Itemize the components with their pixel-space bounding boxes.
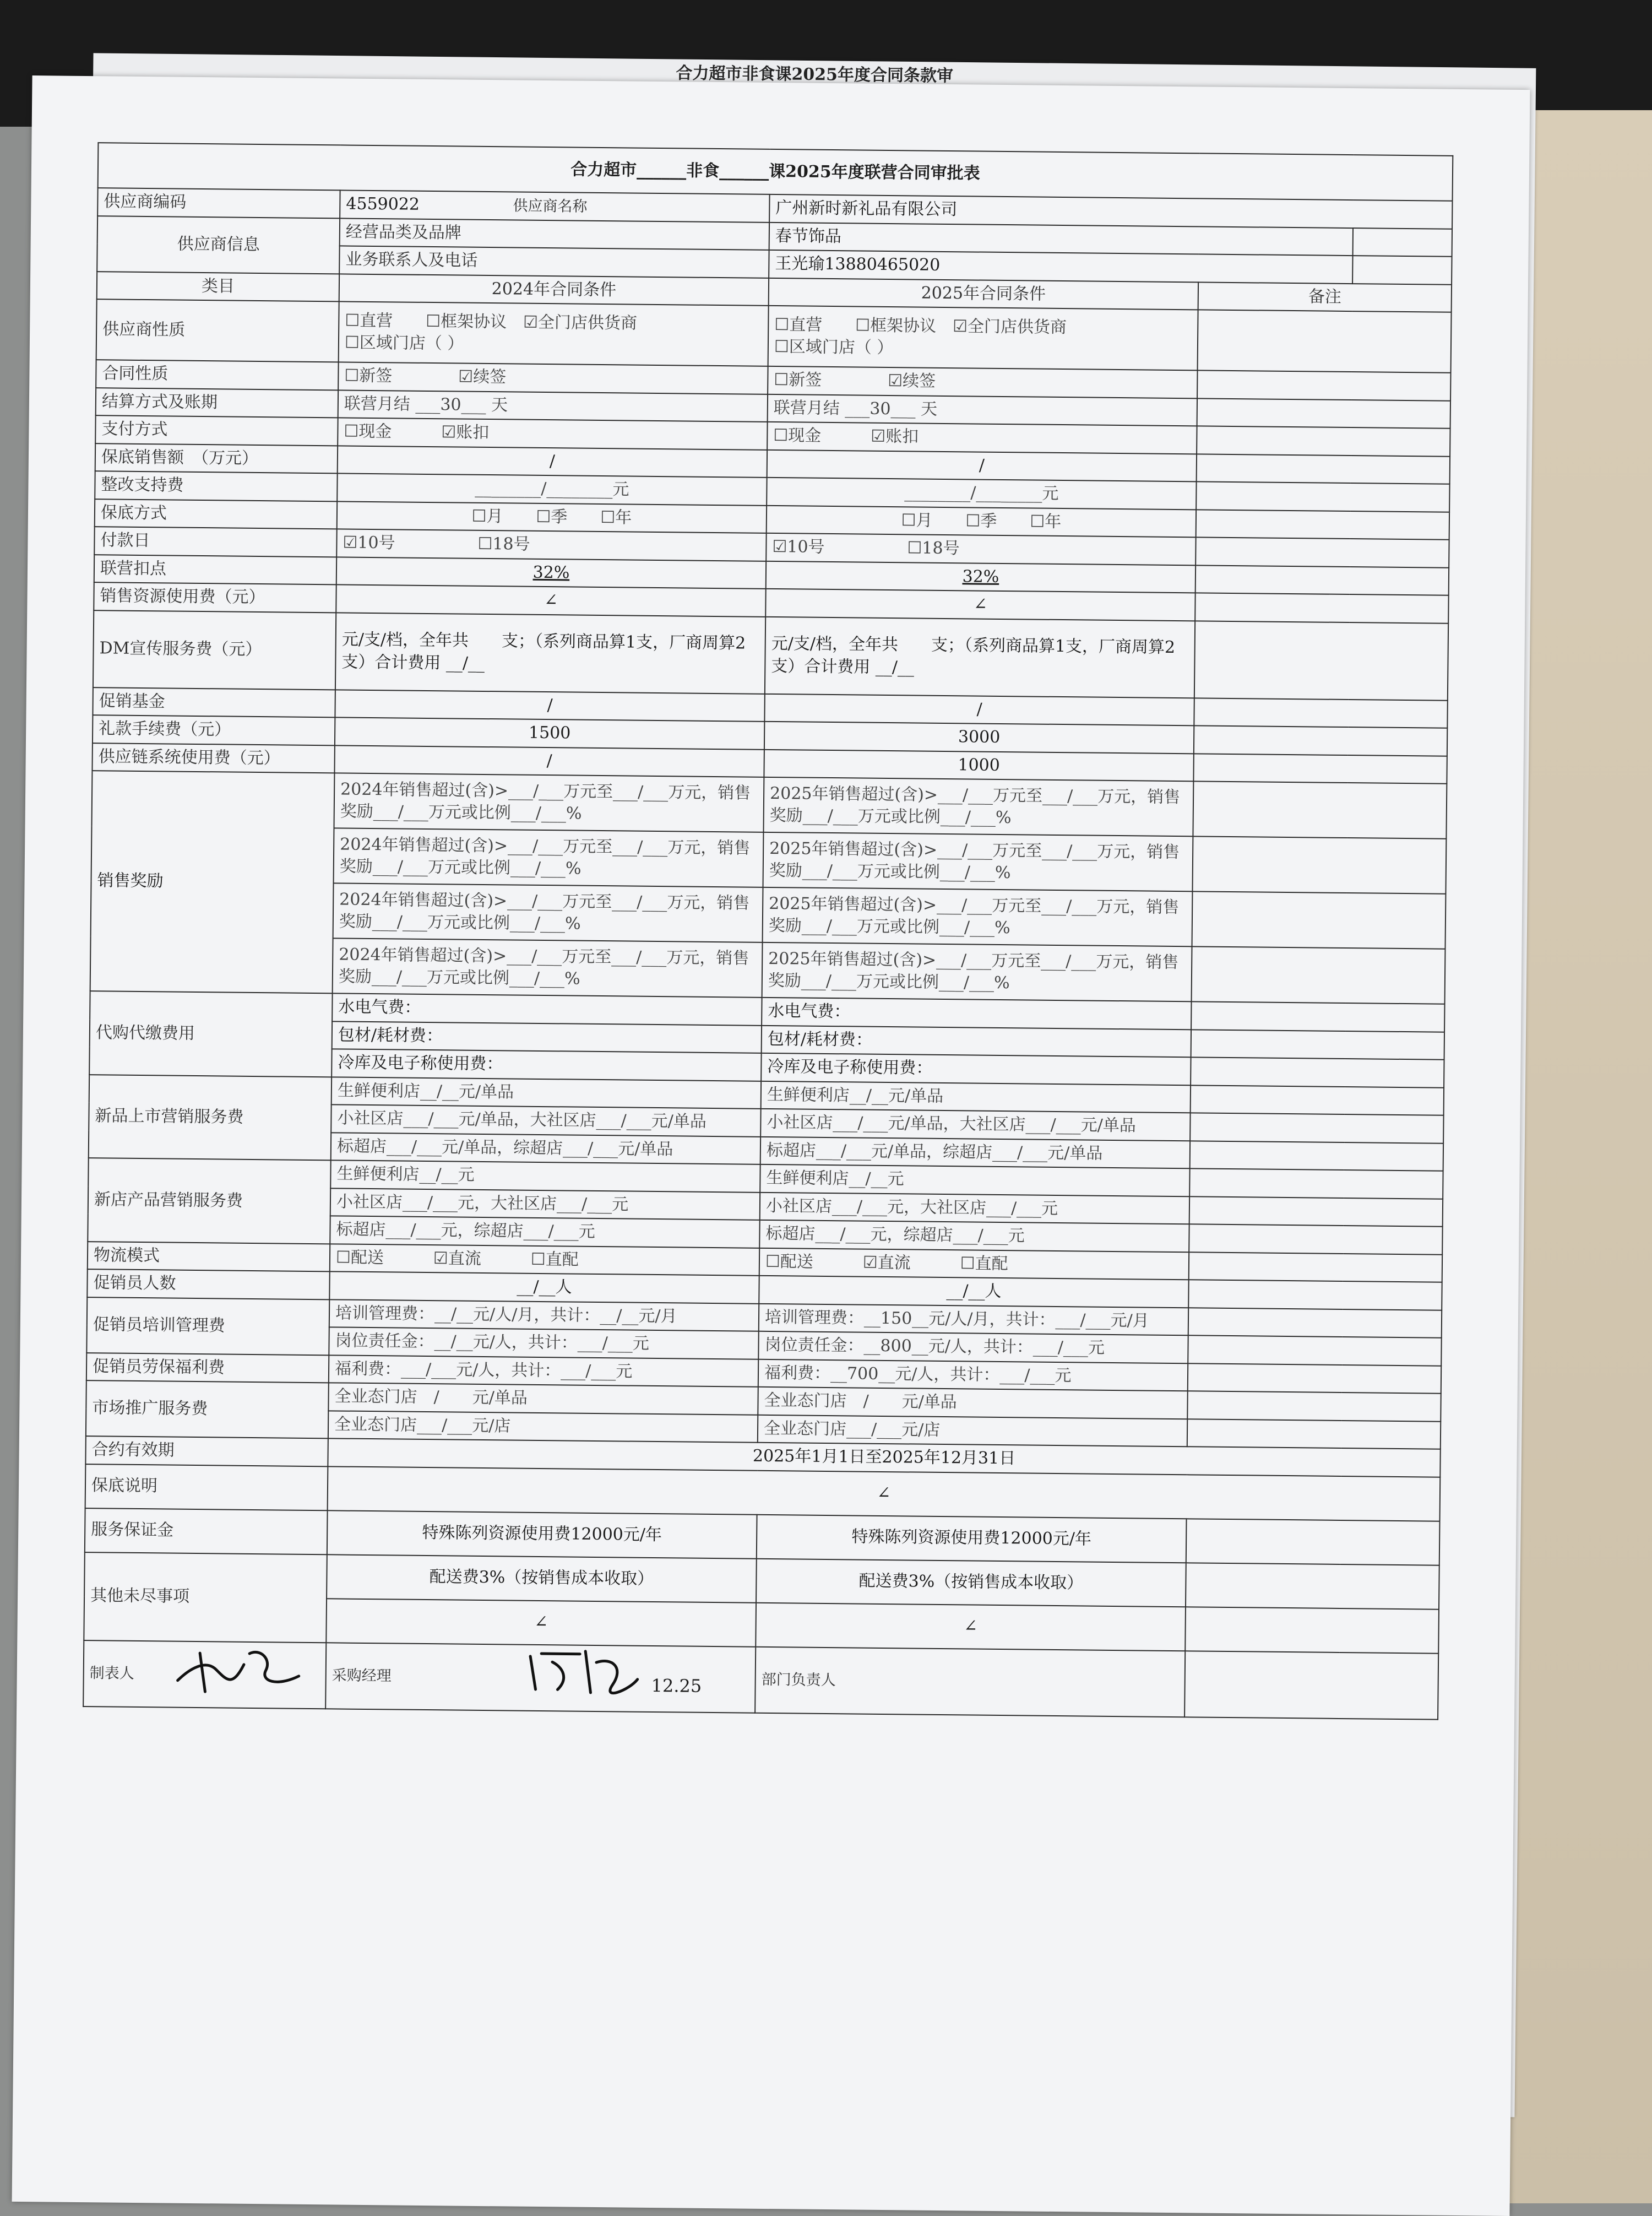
note-cell bbox=[1191, 1001, 1444, 1032]
reward-2025: 2025年销售超过(含)>___/___万元至___/___万元，销售奖励___/___万元或比例___/___% bbox=[763, 832, 1193, 891]
note-cell bbox=[1185, 1607, 1439, 1653]
note-cell bbox=[1196, 510, 1449, 540]
dept-head-cell bbox=[755, 1646, 1185, 1716]
training-2025-fee: 培训管理费：__150__元/人/月，共计：___/___元/月 bbox=[759, 1303, 1188, 1335]
newstore-item-2025: 标超店___/___元，综超店___/___元 bbox=[759, 1220, 1189, 1252]
newstore-item-2025: 生鲜便利店__/__元 bbox=[760, 1164, 1189, 1196]
payday-2024: ☑10号 ☐18号 bbox=[336, 529, 766, 561]
reward-2024: 2024年销售超过(含)>___/___万元至___/___万元，销售奖励___/___万元或比例___/___% bbox=[334, 828, 764, 887]
logistics-2025: ☐配送 ☑直流 ☐直配 bbox=[759, 1248, 1189, 1280]
reward-label: 销售奖励 bbox=[90, 771, 335, 993]
contract-2025: ☐新签 ☑续签 bbox=[768, 366, 1197, 398]
reward-2024: 2024年销售超过(含)>___/___万元至___/___万元，销售奖励___/___万元或比例___/___% bbox=[333, 883, 763, 942]
newstore-item-2024: 标超店___/___元，综超店___/___元 bbox=[330, 1216, 759, 1248]
reward-2024: 2024年销售超过(含)>___/___万元至___/___万元，销售奖励___/___万元或比例___/___% bbox=[334, 773, 764, 832]
newprod-item-2025: 标超店___/___元/单品，综超店___/___元/单品 bbox=[760, 1136, 1190, 1168]
dm-2025: 元/支/档，全年共 支；（系列商品算1支，厂商周算2支）合计费用 __/__ bbox=[765, 616, 1195, 697]
supplier-info-label: 供应商信息 bbox=[97, 216, 340, 274]
deduction-label: 联营扣点 bbox=[94, 555, 336, 585]
buyer-cell bbox=[325, 1643, 756, 1713]
newstore-item-2025: 小社区店___/___元，大社区店___/___元 bbox=[760, 1192, 1189, 1224]
note-cell bbox=[1194, 621, 1448, 700]
reward-2025: 2025年销售超过(含)>___/___万元至___/___万元，销售奖励___/___万元或比例___/___% bbox=[763, 887, 1193, 946]
buyer-date: 12.25 bbox=[651, 1675, 702, 1697]
note-cell bbox=[1189, 1224, 1442, 1254]
nature-2024: ☐直营 ☐框架协议 ☑全门店供货商 ☐区域门店（ ） bbox=[339, 301, 769, 366]
note-cell bbox=[1186, 1519, 1440, 1565]
note-cell bbox=[1192, 946, 1446, 1004]
nature-label: 供应商性质 bbox=[96, 299, 339, 362]
newprod-item-2024: 标超店___/___元/单品，综超店___/___元/单品 bbox=[331, 1133, 760, 1164]
training-2024-deposit: 岗位责任金：__/__元/人，共计：___/___元 bbox=[329, 1327, 758, 1359]
note-cell bbox=[1189, 1196, 1443, 1227]
nature-2025: ☐直营 ☐框架协议 ☑全门店供货商 ☐区域门店（ ） bbox=[768, 306, 1198, 370]
contact: 王光瑜13880465020 bbox=[769, 250, 1352, 284]
back-sheet-title: 合力超市非食课2025年度合同条款审 bbox=[676, 63, 954, 86]
note-cell bbox=[1197, 370, 1450, 400]
other-blank-2025: ∠ bbox=[756, 1602, 1186, 1650]
validity-label: 合约有效期 bbox=[85, 1436, 328, 1466]
empty-cell bbox=[1353, 228, 1453, 257]
preparer-signature bbox=[166, 1640, 310, 1698]
category-brand: 春节饰品 bbox=[769, 222, 1353, 256]
min-sales-label: 保底销售额 （万元） bbox=[95, 443, 338, 474]
contract-2024: ☐新签 ☑续签 bbox=[338, 362, 768, 394]
agency-item-2025: 冷库及电子称使用费： bbox=[761, 1053, 1191, 1085]
training-2024-fee: 培训管理费：__/__元/人/月，共计：__/__元/月 bbox=[329, 1299, 759, 1331]
supplier-code-label: 供应商编码 bbox=[97, 188, 340, 218]
resource-2024: ∠ bbox=[336, 584, 765, 616]
resource-label: 销售资源使用费（元） bbox=[94, 582, 336, 613]
note-cell bbox=[1195, 565, 1449, 595]
note-cell bbox=[1197, 426, 1450, 456]
note-cell bbox=[1194, 725, 1447, 756]
note-cell bbox=[1189, 1168, 1443, 1199]
note-cell bbox=[1193, 754, 1447, 784]
settle-label: 结算方式及账期 bbox=[96, 388, 338, 418]
col-item-header: 类目 bbox=[97, 272, 339, 302]
guarantee-mode-2024: ☐月 ☐季 ☐年 bbox=[337, 501, 767, 533]
newstore-item-2024: 生鲜便利店__/__元 bbox=[330, 1160, 760, 1192]
payday-2025: ☑10号 ☐18号 bbox=[766, 533, 1195, 565]
settle-2025: 联营月结 ___30___ 天 bbox=[768, 394, 1197, 426]
settle-2024: 联营月结 ___30___ 天 bbox=[338, 390, 768, 422]
agency-item-2025: 包材/耗材费： bbox=[762, 1025, 1191, 1057]
min-sales-2024: / bbox=[338, 446, 767, 478]
note-cell bbox=[1194, 698, 1447, 728]
note-cell bbox=[1192, 891, 1446, 949]
note-cell bbox=[1190, 1113, 1443, 1143]
welfare-2024: 福利费：___/___元/人，共计：___/___元 bbox=[329, 1355, 758, 1387]
contract-label: 合同性质 bbox=[96, 360, 338, 390]
gift-2024: 1500 bbox=[335, 717, 764, 749]
newstore-item-2024: 小社区店___/___元，大社区店___/___元 bbox=[330, 1188, 760, 1220]
training-2025-deposit: 岗位责任金：__800__元/人，共计：___/___元 bbox=[758, 1331, 1188, 1363]
note-cell bbox=[1197, 454, 1450, 484]
dm-2024: 元/支/档，全年共 支；（系列商品算1支，厂商周算2支）合计费用 __/__ bbox=[335, 613, 765, 693]
buyer-label: 采购经理 bbox=[332, 1667, 392, 1685]
scm-2024: / bbox=[334, 745, 764, 777]
guarantee-mode-label: 保底方式 bbox=[95, 499, 337, 529]
welfare-2025: 福利费：__700__元/人，共计：___/___元 bbox=[758, 1359, 1188, 1391]
market-item-2024: 全业态门店 / 元/单品 bbox=[328, 1383, 758, 1415]
approval-form-table bbox=[83, 142, 1453, 1720]
agency-item-2024: 冷库及电子称使用费： bbox=[332, 1049, 761, 1081]
payday-label: 付款日 bbox=[94, 527, 336, 557]
gift-2025: 3000 bbox=[764, 722, 1194, 754]
contact-label: 业务联系人及电话 bbox=[339, 246, 769, 278]
note-cell bbox=[1191, 1085, 1444, 1115]
deposit-label: 服务保证金 bbox=[85, 1508, 328, 1554]
promo-fund-label: 促销基金 bbox=[93, 687, 335, 718]
logistics-label: 物流模式 bbox=[88, 1242, 330, 1272]
deduction-2024: 32% bbox=[336, 557, 766, 589]
note-cell bbox=[1197, 398, 1450, 429]
promoters-2025: __/__人 bbox=[759, 1276, 1188, 1308]
note-cell bbox=[1195, 593, 1448, 623]
newstore-label: 新店产品营销服务费 bbox=[88, 1158, 330, 1244]
agency-item-2024: 包材/耗材费： bbox=[332, 1021, 762, 1053]
market-item-2025: 全业态门店___/___元/店 bbox=[758, 1415, 1187, 1446]
note-cell bbox=[1187, 1391, 1441, 1421]
note-cell bbox=[1189, 1252, 1442, 1282]
newprod-item-2025: 小社区店___/___元/单品，大社区店___/___元/单品 bbox=[760, 1109, 1190, 1141]
supplier-code-cell bbox=[340, 190, 769, 222]
validity: 2025年1月1日至2025年12月31日 bbox=[328, 1438, 1440, 1477]
note-cell bbox=[1192, 836, 1446, 893]
supplier-name: 广州新时新礼品有限公司 bbox=[769, 194, 1452, 229]
supplier-code: 4559022 bbox=[346, 194, 420, 214]
note-cell bbox=[1191, 1057, 1444, 1087]
welfare-label: 促销员劳保福利费 bbox=[86, 1353, 329, 1383]
pay-2024: ☐现金 ☑账扣 bbox=[338, 418, 767, 449]
logistics-2024: ☐配送 ☑直流 ☐直配 bbox=[330, 1244, 759, 1276]
market-item-2024: 全业态门店___/___元/店 bbox=[328, 1411, 758, 1443]
renovation-2024: ________/________元 bbox=[337, 473, 767, 505]
note-cell bbox=[1186, 1563, 1439, 1609]
guarantee-note-label: 保底说明 bbox=[85, 1464, 328, 1510]
other-2025: 配送费3%（按销售成本收取） bbox=[756, 1558, 1186, 1606]
newprod-item-2025: 生鲜便利店__/__元/单品 bbox=[761, 1081, 1191, 1113]
note-cell bbox=[1188, 1363, 1441, 1394]
approval-form-sheet bbox=[12, 75, 1530, 2216]
scm-label: 供应链系统使用费（元） bbox=[92, 743, 334, 773]
note-cell bbox=[1195, 537, 1449, 567]
agency-item-2024: 水电气费： bbox=[332, 993, 762, 1025]
newprod-label: 新品上市营销服务费 bbox=[89, 1075, 332, 1161]
note-cell bbox=[1188, 1308, 1442, 1338]
note-cell bbox=[1188, 1335, 1441, 1366]
reward-2024: 2024年销售超过(含)>___/___万元至___/___万元，销售奖励___/___万元或比例___/___% bbox=[333, 938, 763, 997]
other-label: 其他未尽事项 bbox=[84, 1552, 327, 1643]
min-sales-2025: / bbox=[767, 449, 1197, 481]
reward-2025: 2025年销售超过(含)>___/___万元至___/___万元，销售奖励___/___万元或比例___/___% bbox=[763, 777, 1193, 836]
gift-label: 礼款手续费（元） bbox=[93, 715, 335, 745]
note-cell bbox=[1191, 1030, 1444, 1060]
promoters-2024: __/__人 bbox=[329, 1271, 759, 1303]
market-item-2025: 全业态门店 / 元/单品 bbox=[758, 1387, 1187, 1419]
renovation-2025: ________/________元 bbox=[767, 478, 1196, 510]
empty-cell bbox=[1352, 256, 1452, 284]
other-2024: 配送费3%（按销售成本收取） bbox=[327, 1554, 757, 1602]
category-brand-label: 经营品类及品牌 bbox=[340, 218, 769, 250]
buyer-signature bbox=[519, 1643, 646, 1702]
note-cell bbox=[1190, 1141, 1443, 1171]
supplier-name-label: 供应商名称 bbox=[513, 197, 588, 215]
renovation-label: 整改支持费 bbox=[95, 471, 337, 501]
col-2024-header: 2024年合同条件 bbox=[339, 274, 769, 306]
promo-fund-2024: / bbox=[335, 690, 764, 722]
deposit-2024: 特殊陈列资源使用费12000元/年 bbox=[327, 1510, 757, 1558]
agency-item-2025: 水电气费： bbox=[762, 998, 1191, 1030]
promo-fund-2025: / bbox=[764, 693, 1194, 725]
note-cell bbox=[1193, 781, 1447, 838]
newprod-item-2024: 小社区店___/___元/单品，大社区店___/___元/单品 bbox=[331, 1104, 760, 1136]
guarantee-note: ∠ bbox=[328, 1466, 1441, 1521]
col-note-header: 备注 bbox=[1198, 282, 1452, 312]
guarantee-mode-2025: ☐月 ☐季 ☐年 bbox=[767, 505, 1196, 537]
training-label: 促销员培训管理费 bbox=[86, 1297, 329, 1355]
dm-label: DM宣传服务费（元） bbox=[93, 610, 336, 690]
dept-head-label: 部门负责人 bbox=[761, 1671, 836, 1689]
note-cell bbox=[1198, 310, 1452, 372]
market-label: 市场推广服务费 bbox=[86, 1380, 329, 1438]
deposit-2025: 特殊陈列资源使用费12000元/年 bbox=[757, 1514, 1187, 1562]
agency-label: 代购代缴费用 bbox=[89, 991, 332, 1077]
preparer-cell bbox=[83, 1640, 326, 1709]
form-title: 合力超市______非食______课2025年度联营合同审批表 bbox=[98, 143, 1453, 201]
note-cell bbox=[1187, 1419, 1441, 1449]
note-cell bbox=[1188, 1280, 1442, 1310]
newprod-item-2024: 生鲜便利店__/__元/单品 bbox=[332, 1077, 761, 1109]
dept-head-signature-cell bbox=[1184, 1651, 1438, 1719]
reward-2025: 2025年销售超过(含)>___/___万元至___/___万元，销售奖励___/___万元或比例___/___% bbox=[762, 942, 1192, 1001]
other-blank-2024: ∠ bbox=[326, 1599, 756, 1646]
deduction-2025: 32% bbox=[766, 561, 1195, 593]
note-cell bbox=[1196, 481, 1449, 512]
pay-2025: ☐现金 ☑账扣 bbox=[767, 422, 1197, 454]
scm-2025: 1000 bbox=[764, 749, 1193, 781]
preparer-label: 制表人 bbox=[89, 1665, 134, 1683]
col-2025-header: 2025年合同条件 bbox=[769, 278, 1198, 310]
promoters-label: 促销员人数 bbox=[87, 1269, 329, 1299]
resource-2025: ∠ bbox=[765, 589, 1195, 621]
pay-label: 支付方式 bbox=[95, 415, 338, 446]
